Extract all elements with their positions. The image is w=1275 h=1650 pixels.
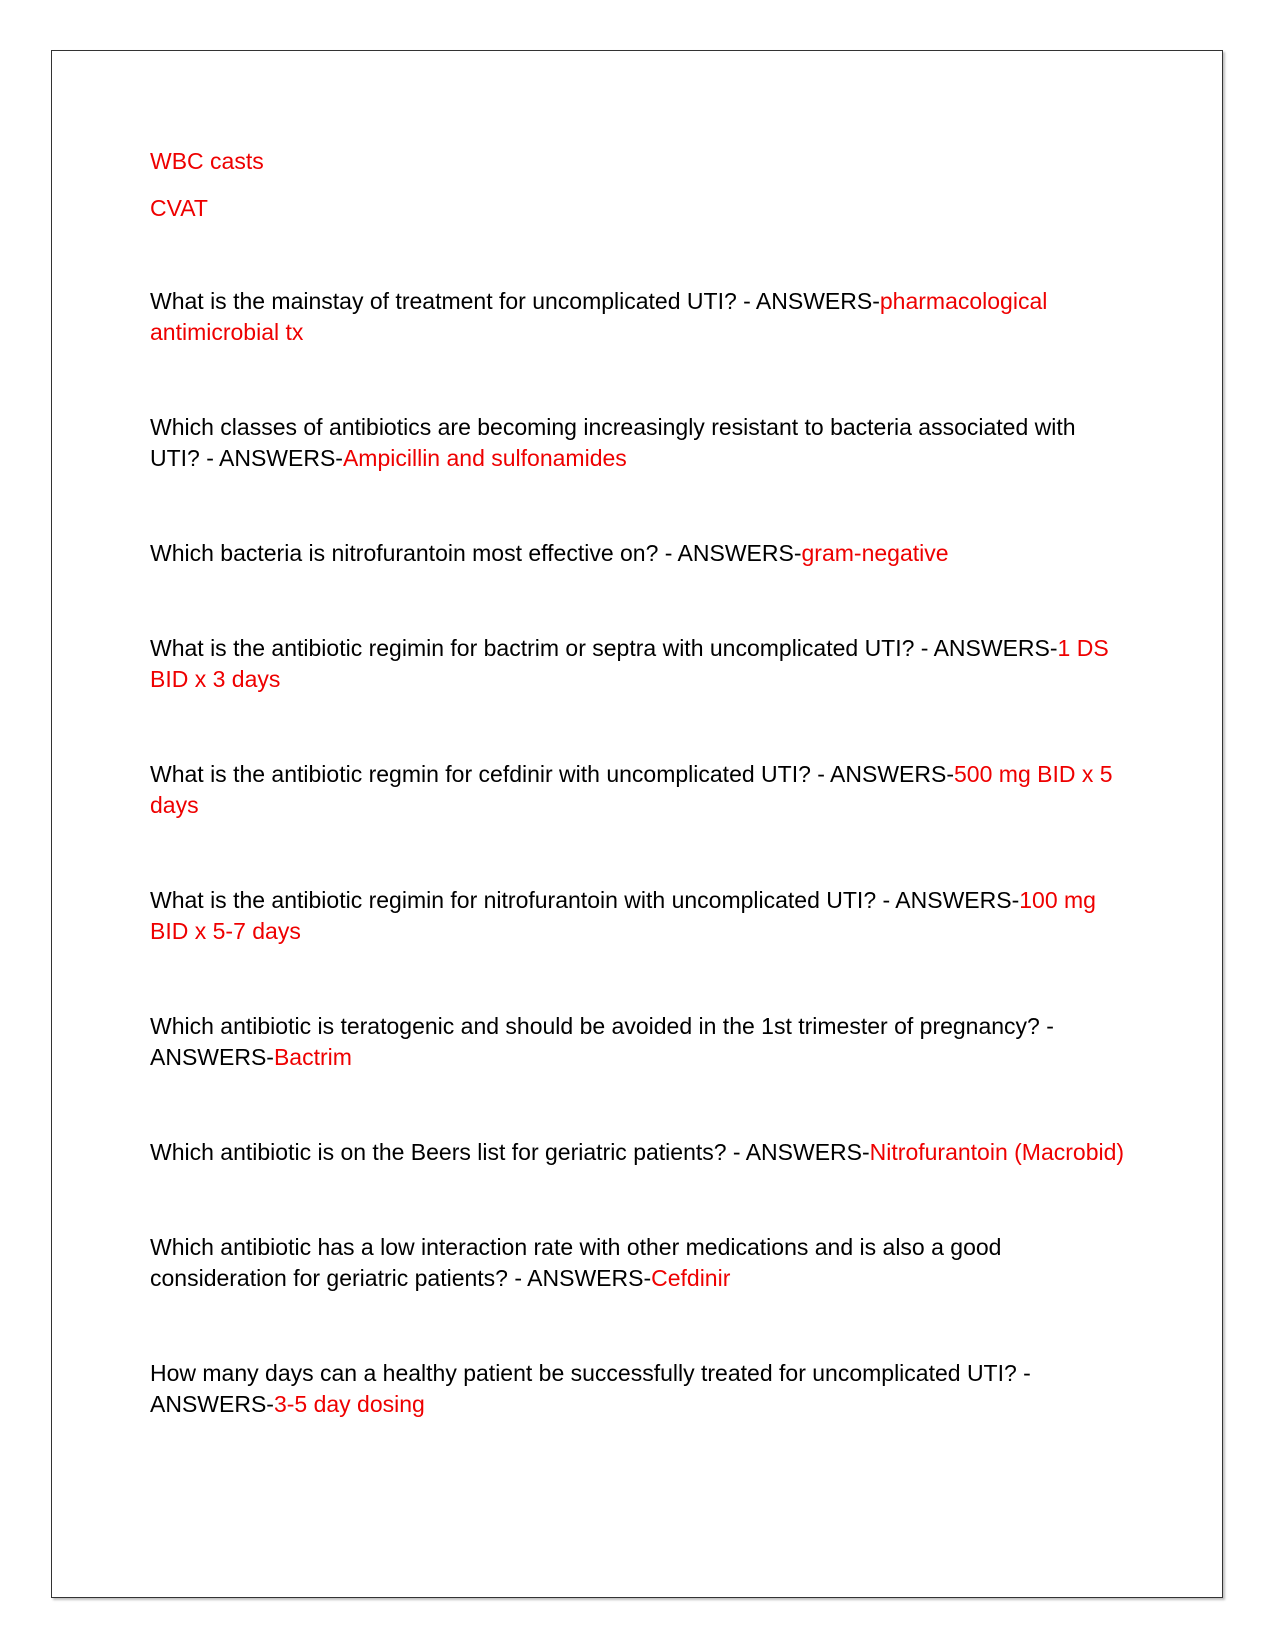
qa-item: [150, 1137, 1125, 1168]
answer-separator: - ANSWERS-: [726, 1139, 870, 1165]
question-text: Which antibiotic is teratogenic and should be avoided in the 1st trimester of pregnancy?: [150, 1013, 1040, 1039]
intro-line-cvat: CVAT: [150, 195, 208, 221]
answer-text: 100 mg BID x 5-7 days: [150, 887, 1096, 944]
answer-text: 1 DS BID x 3 days: [150, 635, 1109, 692]
answer-separator: - ANSWERS-: [199, 445, 343, 471]
answer-separator: - ANSWERS-: [876, 887, 1020, 913]
qa-item: [150, 286, 1125, 348]
answer-text: 500 mg BID x 5 days: [150, 761, 1113, 818]
intro-line-wbc-casts: WBC casts: [150, 148, 264, 174]
answer-separator: - ANSWERS-: [150, 1360, 1031, 1417]
qa-item: [150, 885, 1125, 947]
question-text: What is the antibiotic regimin for nitrofurantoin with uncomplicated UTI?: [150, 887, 877, 913]
qa-item: [150, 1358, 1125, 1420]
answer-separator: - ANSWERS-: [914, 635, 1058, 661]
question-text: What is the antibiotic regmin for cefdinir with uncomplicated UTI?: [150, 761, 811, 787]
qa-item: [150, 1232, 1125, 1294]
answer-separator: - ANSWERS-: [736, 288, 880, 314]
answer-text: Ampicillin and sulfonamides: [342, 445, 627, 471]
document-content: [150, 146, 1125, 1420]
answer-separator: - ANSWERS-: [658, 540, 802, 566]
question-text: What is the antibiotic regimin for bactrim or septra with uncomplicated UTI?: [150, 635, 915, 661]
question-text: Which antibiotic has a low interaction rate with other medications and is also a good consideration for geriatric patients?: [150, 1234, 1002, 1291]
answer-text: pharmacological antimicrobial tx: [150, 288, 1048, 345]
answer-separator: - ANSWERS-: [150, 1013, 1054, 1070]
qa-item: [150, 538, 1125, 569]
qa-item: [150, 633, 1125, 695]
qa-item: [150, 759, 1125, 821]
qa-item: [150, 412, 1125, 474]
answer-text: Cefdinir: [651, 1265, 731, 1291]
answer-text: gram-negative: [801, 540, 949, 566]
question-text: What is the mainstay of treatment for uncomplicated UTI?: [150, 288, 737, 314]
answer-text: Nitrofurantoin (Macrobid): [869, 1139, 1125, 1165]
question-text: Which bacteria is nitrofurantoin most effective on?: [150, 540, 659, 566]
answer-separator: - ANSWERS-: [810, 761, 955, 787]
question-text: How many days can a healthy patient be successfully treated for uncomplicated UTI?: [150, 1360, 1017, 1386]
answer-text: 3-5 day dosing: [273, 1391, 425, 1417]
qa-item: [150, 1011, 1125, 1073]
question-text: Which classes of antibiotics are becoming increasingly resistant to bacteria associated with UTI?: [150, 414, 1076, 471]
answer-text: Bactrim: [273, 1044, 352, 1070]
answer-separator: - ANSWERS-: [507, 1265, 652, 1291]
question-text: Which antibiotic is on the Beers list for geriatric patients?: [150, 1139, 727, 1165]
